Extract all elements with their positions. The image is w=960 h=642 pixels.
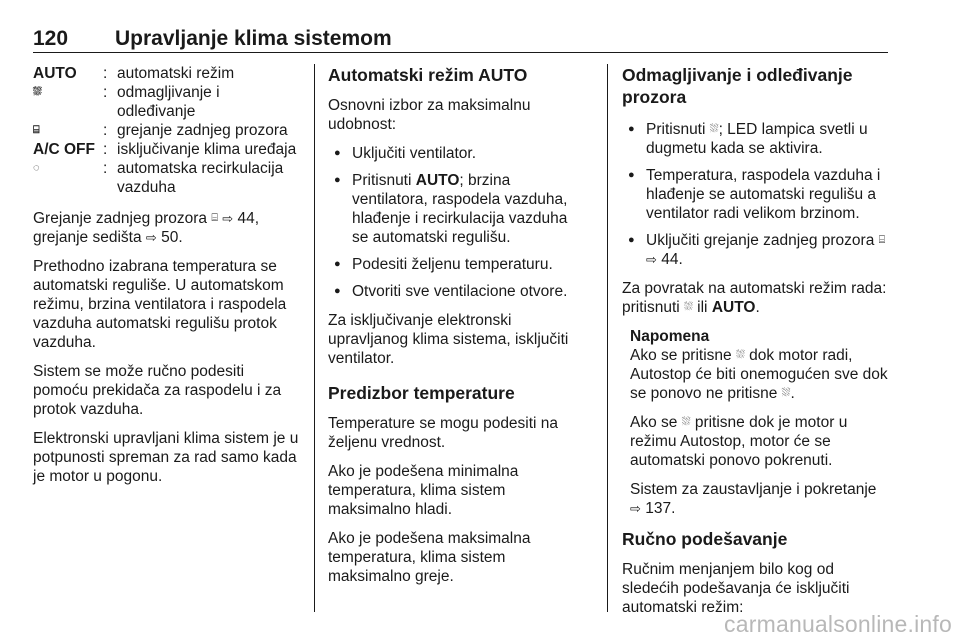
defrost-max-icon: ⛆ bbox=[681, 416, 691, 428]
legend-row-ac-off: A/C OFF : isključivanje klima uređaja bbox=[33, 140, 301, 159]
paragraph-return-auto: Za povratak na automatski režim rada: pritisnuti ⛆ ili AUTO. bbox=[622, 280, 887, 316]
note-paragraph-2: Ako se ⛆ pritisne dok je motor u režimu Autostop, motor će se automatski ponovo pokrenuti. bbox=[630, 414, 848, 469]
paragraph-engine: Elektronski upravljani klima sistem je u potpunosti spreman za rad samo kada je motor u pogonu. bbox=[33, 430, 299, 485]
legend-desc-recirculation: automatska recirkulacija vazduha bbox=[117, 160, 284, 196]
page-header bbox=[33, 27, 888, 53]
rear-window-heating-icon: ⌸ bbox=[211, 212, 218, 224]
heading-auto-mode: Automatski režim AUTO bbox=[328, 65, 528, 85]
legend-row-defrost: ⛆ : odmagljivanje i odleđivanje bbox=[33, 83, 301, 121]
list-item: ● Pritisnuti ⛆; LED lampica svetli u dugmetu kada se aktivira. bbox=[622, 120, 888, 158]
column-1 bbox=[33, 64, 301, 496]
legend-list bbox=[33, 64, 301, 197]
legend-desc-auto: automatski režim bbox=[117, 65, 235, 82]
watermark-text: carmanualsonline.info bbox=[724, 611, 952, 637]
note-paragraph-1: Ako se pritisne ⛆ dok motor radi, Autostop će biti onemogućen sve dok se ponovo ne pritisne ⛆. bbox=[630, 347, 888, 402]
legend-key-auto: AUTO bbox=[33, 65, 77, 82]
paragraph-preset-2: Ako je podešena minimalna temperatura, klima sistem maksimalno hladi. bbox=[328, 463, 519, 518]
note-heading: Napomena bbox=[630, 328, 710, 345]
legend-desc-defrost: odmagljivanje i odleđivanje bbox=[117, 84, 220, 120]
legend-key-ac-off: A/C OFF bbox=[33, 141, 95, 158]
arrow-icon: ⇨ bbox=[222, 211, 234, 226]
paragraph-temperature: Prethodno izabrana temperatura se automatski reguliše. U automatskom režimu, brzina ventilatora i raspodela vazduha automatski regulišu protok vazduha. bbox=[33, 258, 287, 351]
defrost-max-icon: ⛆ bbox=[33, 86, 42, 98]
defrost-max-icon: ⛆ bbox=[735, 349, 745, 361]
list-item: ● Podesiti željenu temperaturu. bbox=[328, 255, 588, 274]
column-2 bbox=[328, 64, 588, 596]
recirculation-icon: ◌ bbox=[33, 162, 40, 174]
link-page-137[interactable]: 137. bbox=[645, 500, 676, 517]
link-page-50[interactable]: 50. bbox=[161, 229, 183, 246]
paragraph-rear-heating: Grejanje zadnjeg prozora ⌸ ⇨ 44, grejanje sedišta ⇨ 50. bbox=[33, 210, 260, 246]
link-page-44[interactable]: 44, bbox=[237, 210, 260, 227]
legend-row-auto: AUTO : automatski režim bbox=[33, 64, 301, 83]
auto-steps-list bbox=[328, 144, 588, 301]
paragraph-intro: Osnovni izbor za maksimalnu udobnost: bbox=[328, 97, 531, 133]
list-item: ● Uključiti grejanje zadnjeg prozora ⌸ ⇨ 44. bbox=[622, 231, 888, 269]
paragraph-manual-settings: Ručnim menjanjem bilo kog od sledećih podešavanja će isključiti automatski režim: bbox=[622, 561, 850, 616]
link-page-44[interactable]: 44. bbox=[661, 251, 683, 268]
legend-row-rear-window: ⌸ : grejanje zadnjeg prozora bbox=[33, 121, 301, 140]
defrost-max-icon: ⛆ bbox=[684, 301, 693, 313]
arrow-icon: ⇨ bbox=[145, 230, 157, 245]
paragraph-preset-3: Ako je podešena maksimalna temperatura, klima sistem maksimalno greje. bbox=[328, 530, 531, 585]
header-rule bbox=[33, 52, 888, 53]
rear-window-heating-icon: ⌸ bbox=[878, 234, 886, 246]
column-divider-2 bbox=[607, 64, 608, 612]
note-paragraph-3: Sistem za zaustavljanje i pokretanje ⇨ 137. bbox=[630, 481, 877, 517]
paragraph-manual: Sistem se može ručno podesiti pomoću prekidača za raspodelu i za protok vazduha. bbox=[33, 363, 282, 418]
list-item: ● Uključiti ventilator. bbox=[328, 144, 588, 163]
column-3 bbox=[622, 64, 888, 627]
list-item: ● Pritisnuti AUTO; brzina ventilatora, raspodela vazduha, hlađenje i recirkulacija vazduha se automatski regulišu. bbox=[328, 171, 588, 247]
heading-manual: Ručno podešavanje bbox=[622, 529, 788, 549]
arrow-icon: ⇨ bbox=[646, 252, 657, 267]
paragraph-preset-1: Temperature se mogu podesiti na željenu vrednost. bbox=[328, 415, 559, 451]
column-divider-1 bbox=[314, 64, 315, 612]
defrost-max-icon: ⛆ bbox=[781, 387, 791, 399]
note-block bbox=[622, 327, 888, 518]
arrow-icon: ⇨ bbox=[630, 501, 641, 516]
paragraph-turn-off: Za isključivanje elektronski upravljanog klima sistema, isključiti ventilator. bbox=[328, 312, 569, 367]
page-number: 120 bbox=[33, 27, 69, 50]
defrost-steps-list bbox=[622, 120, 888, 269]
legend-row-recirculation: ◌ : automatska recirkulacija vazduha bbox=[33, 159, 301, 197]
heading-temperature-preset: Predizbor temperature bbox=[328, 383, 515, 403]
legend-desc-ac-off: isključivanje klima uređaja bbox=[117, 141, 297, 158]
page-title: Upravljanje klima sistemom bbox=[115, 27, 392, 50]
list-item: ● Otvoriti sve ventilacione otvore. bbox=[328, 282, 588, 301]
legend-desc-rear-window: grejanje zadnjeg prozora bbox=[117, 122, 288, 139]
list-item: ● Temperatura, raspodela vazduha i hlađenje se automatski regulišu a ventilator radi velikom brzinom. bbox=[622, 166, 888, 223]
defrost-max-icon: ⛆ bbox=[709, 123, 719, 135]
rear-window-heating-icon: ⌸ bbox=[33, 124, 40, 136]
heading-defrost: Odmagljivanje i odleđivanje prozora bbox=[622, 65, 853, 107]
